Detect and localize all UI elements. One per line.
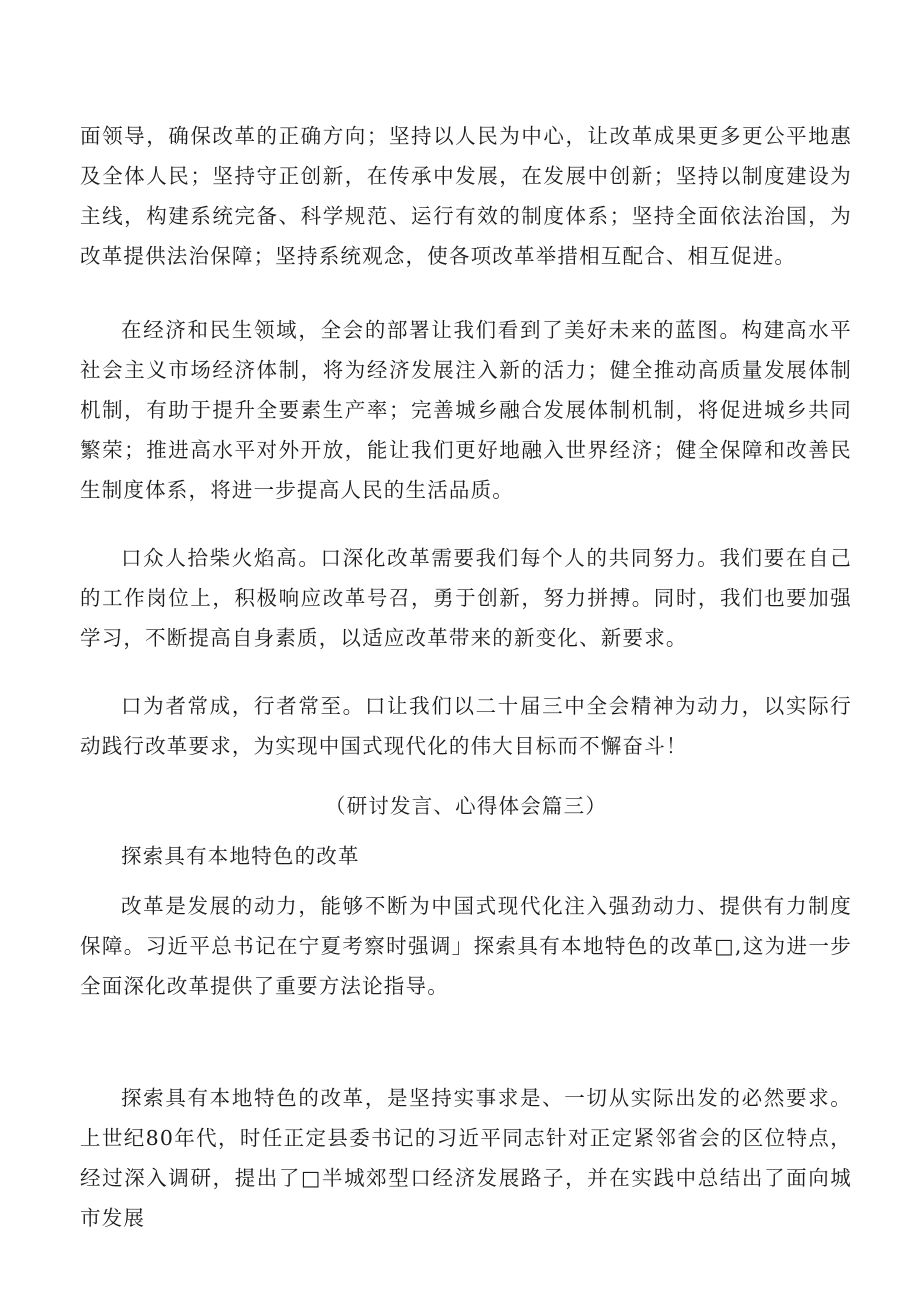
paragraph-local-reform: 探索具有本地特色的改革，是坚持实事求是、一切从实际出发的必然要求。上世纪80年代，时任正定县委书记的习近平同志针对正定紧邻省会的区位特点，经过深入调研，提出了□半城郊型口经济发展路子，并在实践中总结出了面向城市发展 (80, 1086, 852, 1230)
paragraph-joint-effort: 口众人拾柴火焰高。口深化改革需要我们每个人的共同努力。我们要在自己的工作岗位上，积极响应改革号召，勇于创新，努力拼搏。同时，我们也要加强学习，不断提高自身素质，以适应改革带来的新变化、新要求。 (80, 546, 852, 650)
paragraph-continued-principles: 面领导，确保改革的正确方向；坚持以人民为中心，让改革成果更多更公平地惠及全体人民；坚持守正创新，在传承中发展，在发展中创新；坚持以制度建设为主线，构建系统完备、科学规范、运行有效的制度体系；坚持全面依法治国，为改革提供法治保障；坚持系统观念，使各项改革举措相互配合、相互促进。 (80, 124, 852, 268)
paragraph-economy-livelihood: 在经济和民生领域，全会的部署让我们看到了美好未来的蓝图。构建高水平社会主义市场经济体制，将为经济发展注入新的活力；健全推动高质量发展体制机制，有助于提升全要素生产率；完善城乡融合发展体制机制，将促进城乡共同繁荣；推进高水平对外开放，能让我们更好地融入世界经济；健全保障和改善民生制度体系，将进一步提高人民的生活品质。 (80, 318, 852, 502)
paragraph-closing-call: 口为者常成，行者常至。口让我们以二十届三中全会精神为动力，以实际行动践行改革要求，为实现中国式现代化的伟大目标而不懈奋斗！ (80, 694, 852, 758)
section-heading: （研讨发言、心得体会篇三） (324, 794, 608, 818)
paragraph-reform-power: 改革是发展的动力，能够不断为中国式现代化注入强劲动力、提供有力制度保障。习近平总书记在宁夏考察时强调」探索具有本地特色的改革□,这为进一步全面深化改革提供了重要方法论指导。 (80, 894, 852, 998)
section-subtitle: 探索具有本地特色的改革 (121, 844, 360, 868)
